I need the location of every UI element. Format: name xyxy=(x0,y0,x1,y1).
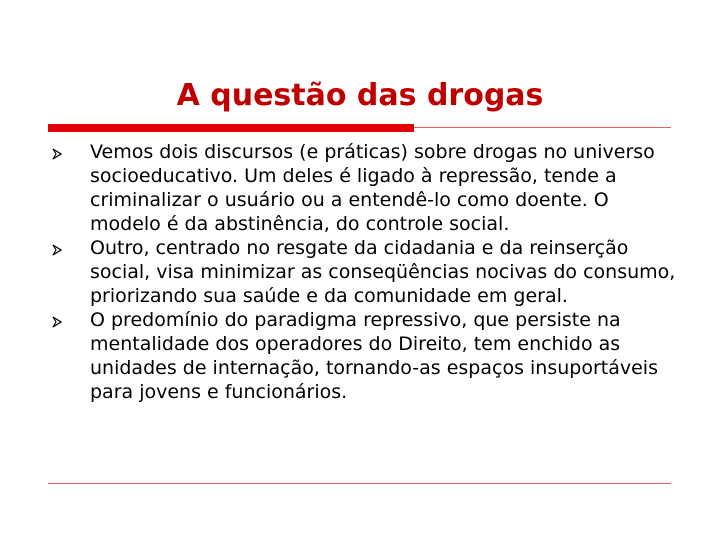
bullet-text: Vemos dois discursos (e práticas) sobre drogas no universo socioeducativo. Um deles é ligado à repressão, tende a criminalizar o usuário ou a entendê-lo como doente. O modelo é da abstinência, do controle social. xyxy=(90,141,655,235)
bullet-text: O predomínio do paradigma repressivo, que persiste na mentalidade dos operadores do Direito, tem enchido as unidades de internação, tornando-as espaços insuportáveis para jovens e funcionários. xyxy=(90,309,658,403)
footer-rule xyxy=(48,483,671,484)
arrowhead-bullet-icon xyxy=(52,316,62,328)
slide-title: A questão das drogas xyxy=(176,78,544,113)
bullet-item-discursos xyxy=(52,140,677,236)
bullet-text: Outro, centrado no resgate da cidadania e da reinserção social, visa minimizar as conseqüências nocivas do consumo, priorizando sua saúde e da comunidade em geral. xyxy=(90,237,676,307)
title-underline-thick xyxy=(48,124,414,132)
arrowhead-bullet-icon xyxy=(52,148,62,160)
bullet-item-outro xyxy=(52,236,677,308)
arrowhead-bullet-icon xyxy=(52,244,62,256)
bullet-list xyxy=(52,140,677,404)
title-underline-thin xyxy=(414,127,671,128)
bullet-item-predominio xyxy=(52,308,677,404)
